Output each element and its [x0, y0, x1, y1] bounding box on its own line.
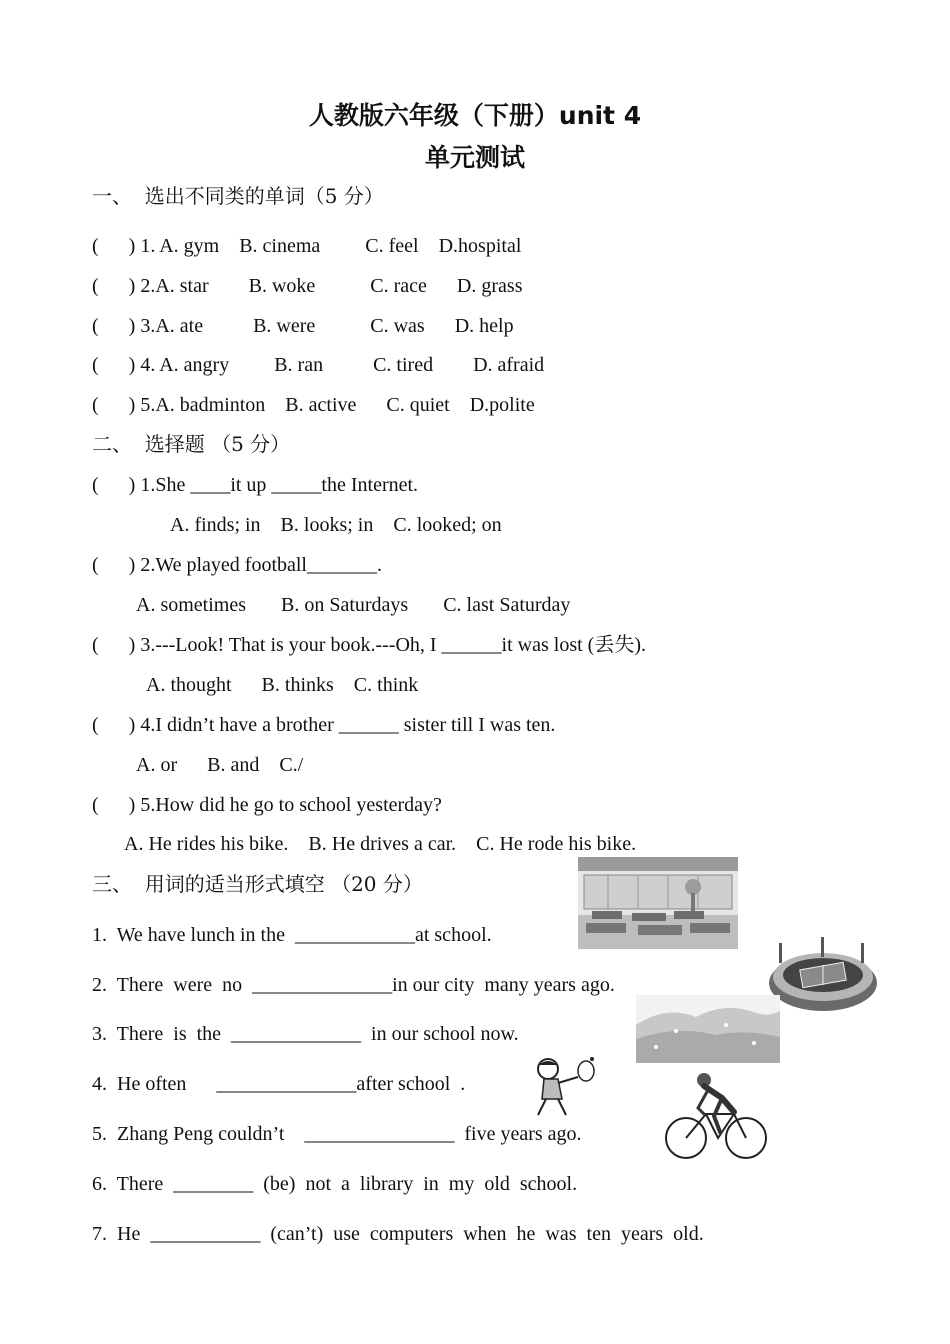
s2-question-5: ( ) 5.How did he go to school yesterday?: [92, 794, 442, 816]
s1-question-5: ( ) 5.A. badminton B. active C. quiet D.polite: [92, 394, 535, 416]
section-3-heading: 三、 用词的适当形式填空 （20 分）: [92, 872, 423, 896]
s2-question-2: ( ) 2.We played football_______.: [92, 554, 382, 576]
section-1-heading: 一、 选出不同类的单词（5 分）: [92, 184, 384, 208]
page-title: 人教版六年级（下册）unit 4: [308, 101, 642, 130]
page-subtitle: 单元测试: [424, 143, 525, 172]
s2-question-5-options: A. He rides his bike. B. He drives a car. C. He rode his bike.: [124, 833, 637, 855]
s3-item-7: 7. He ___________ (can’t) use computers when he was ten years old.: [92, 1223, 704, 1245]
s2-question-4-options: A. or B. and C./: [136, 754, 304, 776]
grass-field-image: [636, 995, 780, 1063]
s1-question-4: ( ) 4. A. angry B. ran C. tired D. afraid: [92, 354, 545, 376]
s1-question-3: ( ) 3.A. ate B. were C. was D. help: [92, 315, 514, 337]
stadium-image: [765, 933, 881, 1017]
badminton-player-image: [528, 1055, 600, 1121]
s3-item-5: 5. Zhang Peng couldn’t _______________ five years ago.: [92, 1123, 582, 1145]
s2-question-3-options: A. thought B. thinks C. think: [146, 674, 419, 696]
s2-question-4: ( ) 4.I didn’t have a brother ______ sister till I was ten.: [92, 714, 556, 736]
s3-item-4: 4. He often ______________after school .: [92, 1073, 466, 1095]
s3-item-1: 1. We have lunch in the ____________at school.: [92, 924, 492, 946]
s1-question-1: ( ) 1. A. gym B. cinema C. feel D.hospital: [92, 235, 522, 257]
cyclist-image: [664, 1068, 768, 1164]
s3-item-2: 2. There were no ______________in our city many years ago.: [92, 974, 615, 996]
section-2-heading: 二、 选择题 （5 分）: [92, 432, 291, 456]
s2-question-1-options: A. finds; in B. looks; in C. looked; on: [170, 514, 502, 536]
s2-question-1: ( ) 1.She ____it up _____the Internet.: [92, 474, 419, 496]
s3-item-3: 3. There is the _____________ in our school now.: [92, 1023, 519, 1045]
s2-question-3: ( ) 3.---Look! That is your book.---Oh, I ______it was lost (丢失).: [92, 634, 646, 656]
s1-question-2: ( ) 2.A. star B. woke C. race D. grass: [92, 275, 523, 297]
dining-hall-image: [578, 857, 738, 949]
s3-item-6: 6. There ________ (be) not a library in my old school.: [92, 1173, 578, 1195]
s2-question-2-options: A. sometimes B. on Saturdays C. last Saturday: [136, 594, 571, 616]
